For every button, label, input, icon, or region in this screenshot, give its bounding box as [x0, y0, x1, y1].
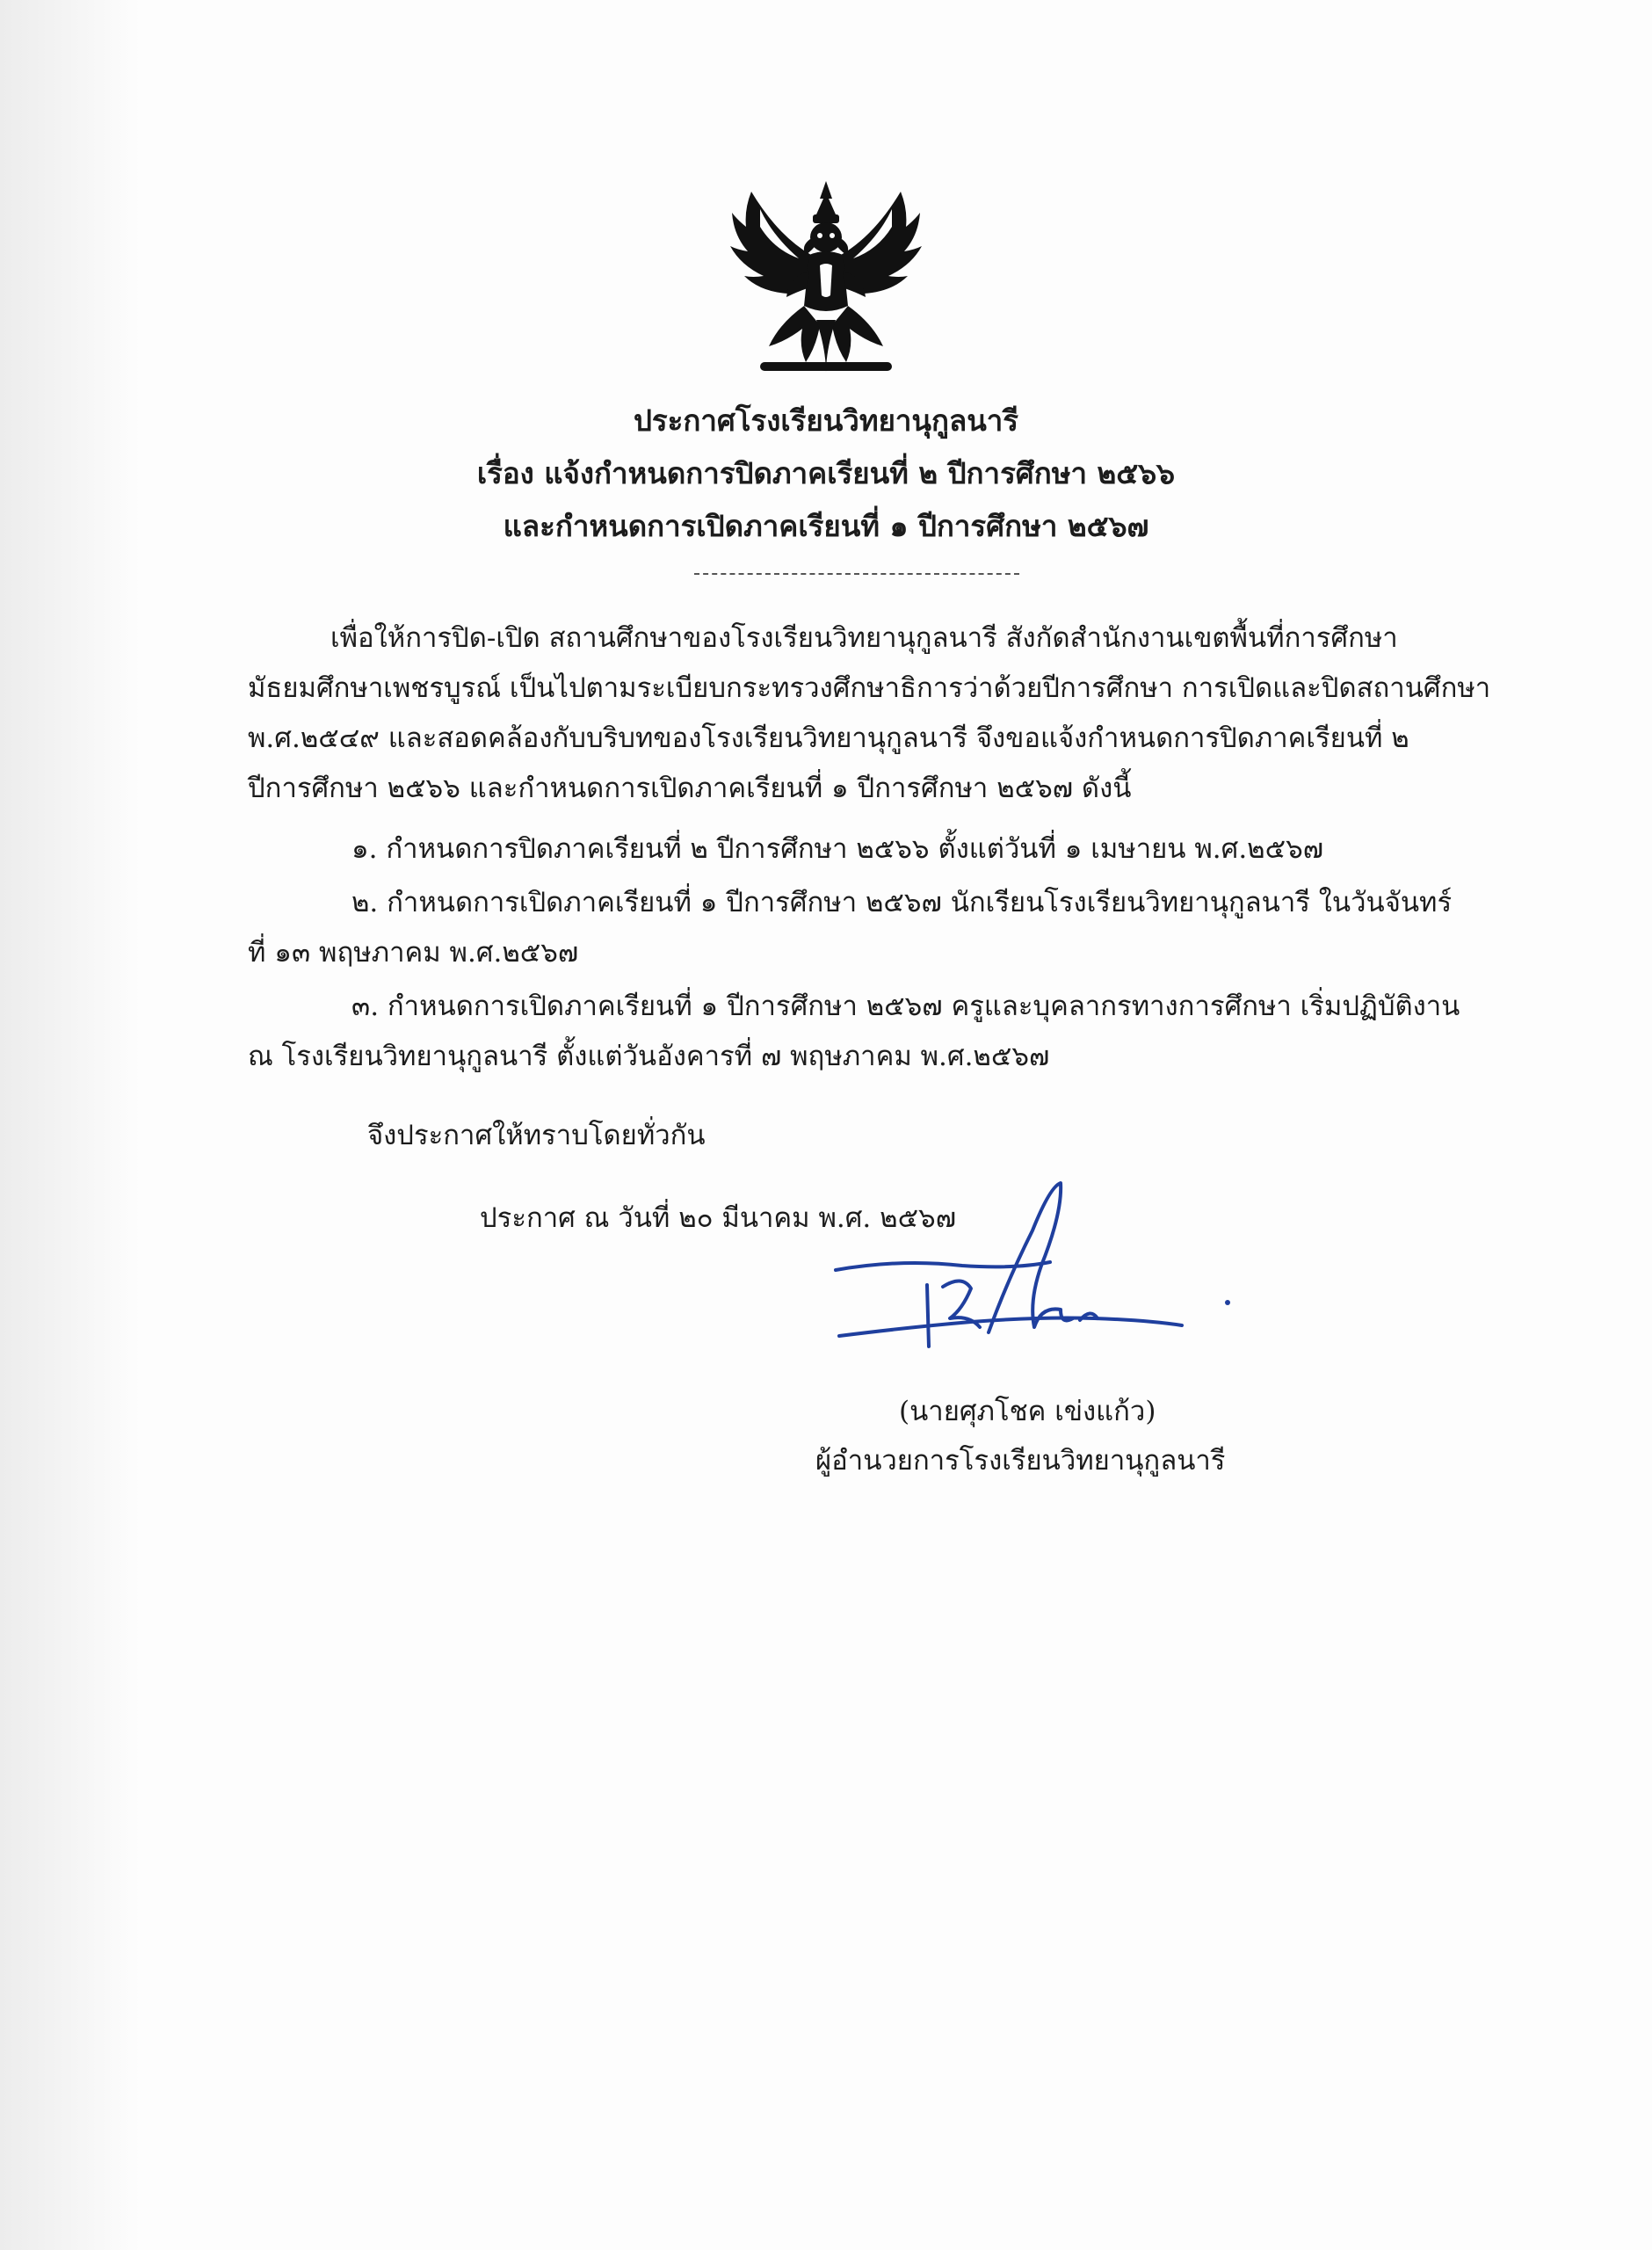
- announcement-subject: เรื่อง แจ้งกำหนดการปิดภาคเรียนที่ ๒ ปีการศึกษา ๒๕๖๖: [476, 456, 1176, 490]
- paragraph-line-3: พ.ศ.๒๕๔๙ และสอดคล้องกับบริบทของโรงเรียนวิทยานุกูลนารี จึงขอแจ้งกำหนดการปิดภาคเรียนที่ ๒: [248, 722, 1409, 754]
- list-item-3-continued: ณ โรงเรียนวิทยานุกูลนารี ตั้งแต่วันอังคารที่ ๗ พฤษภาคม พ.ศ.๒๕๖๗: [248, 1041, 1050, 1072]
- closing-statement: จึงประกาศให้ทราบโดยทั่วกัน: [367, 1120, 706, 1151]
- garuda-emblem: [725, 174, 927, 378]
- list-item-3: ๓. กำหนดการเปิดภาคเรียนที่ ๑ ปีการศึกษา ๒๕๖๗ ครูและบุคลากรทางการศึกษา เริ่มปฏิบัติงาน: [351, 991, 1460, 1022]
- signature: [830, 1178, 1243, 1380]
- list-item-2-continued: ที่ ๑๓ พฤษภาคม พ.ศ.๒๕๖๗: [248, 937, 579, 969]
- signatory-name: (นายศุภโชค เข่งแก้ว): [899, 1396, 1156, 1427]
- paragraph-line-1: เพื่อให้การปิด-เปิด สถานศึกษาของโรงเรียนวิทยานุกูลนารี สังกัดสำนักงานเขตพื้นที่การศึกษา: [330, 622, 1398, 654]
- announcement-subject-continued: และกำหนดการเปิดภาคเรียนที่ ๑ ปีการศึกษา ๒๕๖๗: [503, 509, 1149, 543]
- page-edge-shadow: [0, 0, 141, 2250]
- signatory-position: ผู้อำนวยการโรงเรียนวิทยานุกูลนารี: [815, 1445, 1226, 1477]
- heading-divider: [694, 573, 1019, 575]
- announcement-title: ประกาศโรงเรียนวิทยานุกูลนารี: [633, 403, 1019, 438]
- list-item-2: ๒. กำหนดการเปิดภาคเรียนที่ ๑ ปีการศึกษา ๒๕๖๗ นักเรียนโรงเรียนวิทยานุกูลนารี ในวันจันทร์: [351, 887, 1453, 918]
- paragraph-line-2: มัธยมศึกษาเพชรบูรณ์ เป็นไปตามระเบียบกระทรวงศึกษาธิการว่าด้วยปีการศึกษา การเปิดและปิดสถานศึกษา: [248, 672, 1491, 704]
- announcement-date: ประกาศ ณ วันที่ ๒๐ มีนาคม พ.ศ. ๒๕๖๗: [480, 1202, 957, 1234]
- paragraph-line-4: ปีการศึกษา ๒๕๖๖ และกำหนดการเปิดภาคเรียนที่ ๑ ปีการศึกษา ๒๕๖๗ ดังนี้: [248, 773, 1132, 804]
- list-item-1: ๑. กำหนดการปิดภาคเรียนที่ ๒ ปีการศึกษา ๒๕๖๖ ตั้งแต่วันที่ ๑ เมษายน พ.ศ.๒๕๖๗: [351, 833, 1324, 865]
